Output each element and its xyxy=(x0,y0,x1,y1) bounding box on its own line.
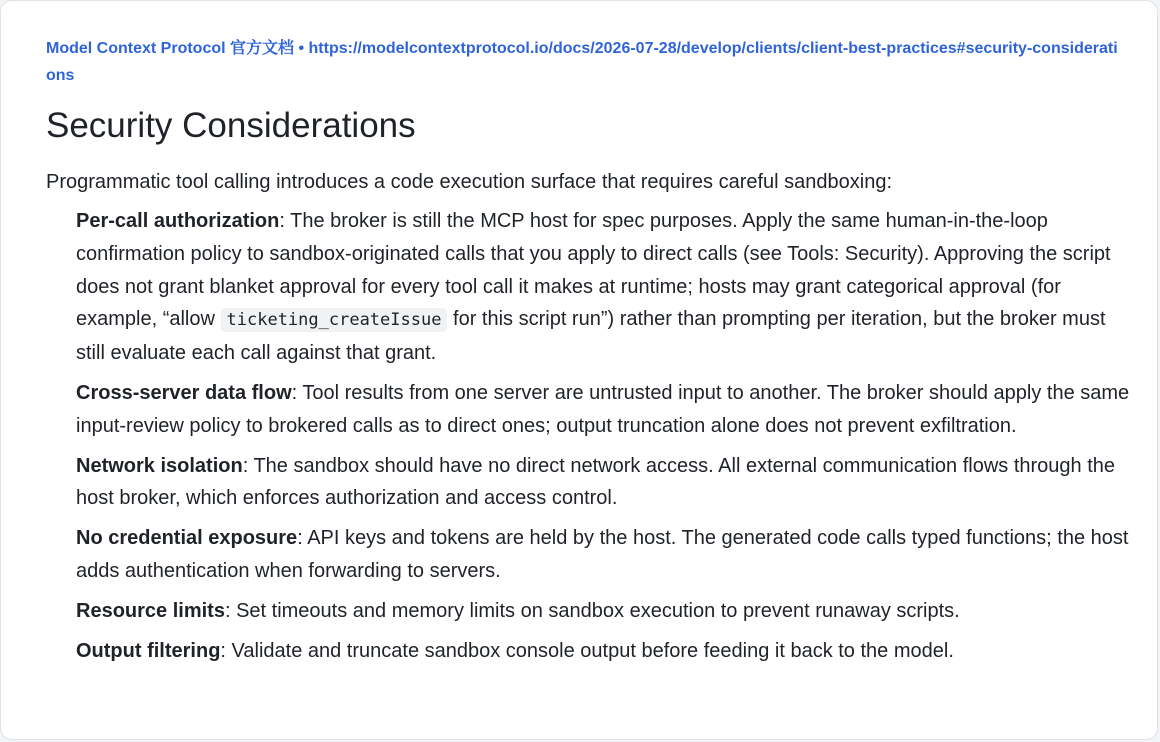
item-term: Per-call authorization xyxy=(76,210,280,232)
source-line xyxy=(46,36,1126,89)
source-url-link[interactable]: https://modelcontextprotocol.io/docs/2026-07-28/develop/clients/client-best-practices#security-considerations xyxy=(46,40,1118,84)
list-item-cross-server-data-flow xyxy=(76,377,1136,443)
source-site-name: Model Context Protocol 官方文档 xyxy=(46,40,295,57)
list-item-per-call-authorization xyxy=(76,205,1136,370)
list-item-resource-limits xyxy=(76,595,1136,628)
page-title: Security Considerations xyxy=(46,106,416,145)
list-item-no-credential-exposure xyxy=(76,522,1136,588)
item-text: : The broker is still the MCP host for spec purposes. Apply the same human-in-the-loop confirmation policy to sandbox-originated calls that you apply to direct calls (see Tools: Security). Approving the script does not grant blanket approval for every tool call it makes at runtime; hosts may grant categorical approval (for example, “allow xyxy=(76,210,1111,331)
item-text: : Set timeouts and memory limits on sandbox execution to prevent runaway scripts. xyxy=(224,599,960,622)
considerations-list xyxy=(76,205,1136,674)
source-separator: • xyxy=(294,40,309,57)
item-term: Cross-server data flow xyxy=(76,381,292,404)
item-text: : The sandbox should have no direct network access. All external communication flows through the host broker, which enforces authorization and access control. xyxy=(76,454,1116,510)
item-text-continued: for this script run”) rather than prompting per iteration, but the broker must still evaluate each call against that grant. xyxy=(76,308,1106,365)
inline-code: ticketing_createIssue xyxy=(221,308,448,332)
item-text: : Tool results from one server are untrusted input to another. The broker should apply the same input-review policy to brokered calls as to direct ones; output truncation alone does not prevent exfiltration. xyxy=(76,381,1130,437)
item-term: Network isolation xyxy=(76,454,243,477)
list-item-output-filtering xyxy=(76,635,1136,668)
intro-paragraph: Programmatic tool calling introduces a code execution surface that requires careful sandboxing: xyxy=(46,171,893,193)
item-text: : API keys and tokens are held by the host. The generated code calls typed functions; the host adds authentication when forwarding to servers. xyxy=(76,527,1129,582)
item-term: No credential exposure xyxy=(76,527,298,550)
item-term: Resource limits xyxy=(76,599,225,622)
item-text: : Validate and truncate sandbox console output before feeding it back to the model. xyxy=(220,639,954,662)
item-term: Output filtering xyxy=(76,639,221,662)
list-item-network-isolation xyxy=(76,450,1136,516)
